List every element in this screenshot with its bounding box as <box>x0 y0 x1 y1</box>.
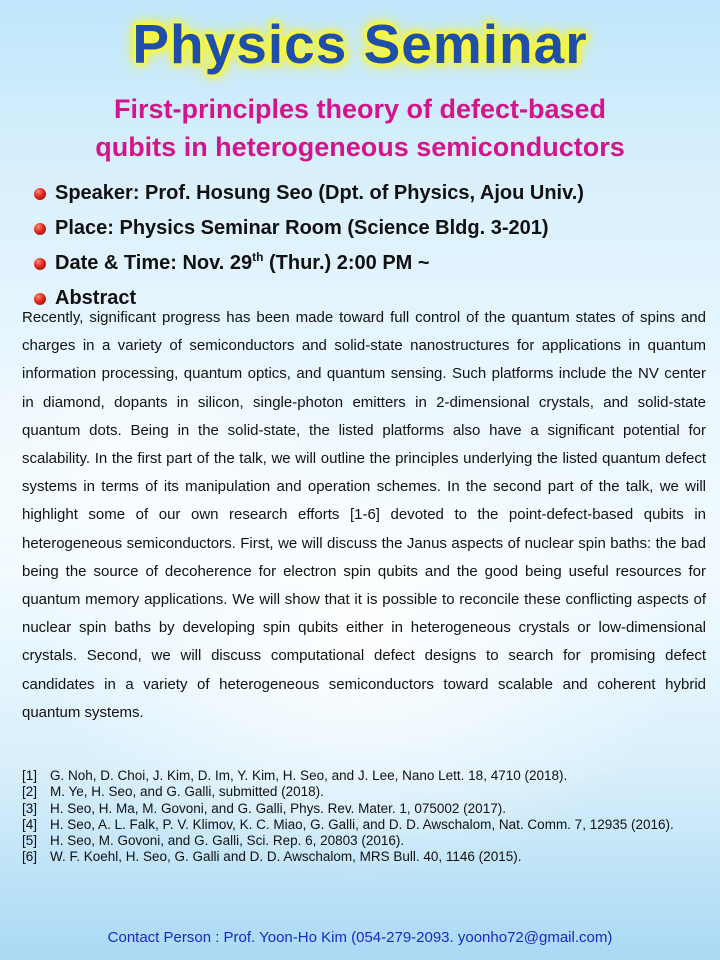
reference-number: [6] <box>22 849 38 865</box>
date-time-item <box>34 246 584 281</box>
reference-text: H. Seo, A. L. Falk, P. V. Klimov, K. C. Miao, G. Galli, and D. D. Awschalom, Nat. Comm. 7, 12935 (2016). <box>50 816 674 832</box>
reference-number: [4] <box>22 816 38 832</box>
bullet-icon <box>34 188 46 200</box>
date-suffix: (Thur.) 2:00 PM ~ <box>263 252 430 274</box>
reference-number: [5] <box>22 833 38 849</box>
contact-person: Contact Person : Prof. Yoon-Ho Kim (054-279-2093. yoonho72@gmail.com) <box>107 929 613 946</box>
reference-number: [2] <box>22 784 38 800</box>
reference-number: [1] <box>22 768 38 783</box>
bullet-icon <box>34 223 46 235</box>
talk-title-line-1: First-principles theory of defect-based <box>113 94 607 124</box>
reference-item <box>22 784 712 800</box>
abstract-text: Recently, significant progress has been made toward full control of the quantum states of spins and charges in a variety of semiconductors and solid-state nanostructures for applications in quantum information processing, quantum optics, and quantum sensing. Such platforms include the NV center in diamond, dopants in silicon, single-photon emitters in 2-dimensional crystals, and solid-state quantum dots. Being in the solid-state, the listed platforms also have a significant potential for scalability. In the first part of the talk, we will outline the principles underlying the listed quantum defect systems in terms of its manipulation and operation schemes. In the second part of the talk, we will highlight some of our own research efforts [1-6] devoted to the point-defect-based qubits in heterogeneous semiconductors. First, we will discuss the Janus aspects of nuclear spin baths: the bad being the source of decoherence for electron spin qubits and the good being useful resources for quantum memory applications. We will show that it is possible to reconcile these conflicting aspects of nuclear spin baths by developing spin qubits either in heterogeneous crystals or low-dimensional crystals. Second, we will discuss computational defect designs to search for promising defect candidates in a variety of heterogeneous semiconductors toward scalable and coherent hybrid quantum systems. <box>22 309 706 721</box>
references-list <box>22 768 712 866</box>
date-prefix: Date & Time: Nov. 29 <box>55 252 253 274</box>
reference-text: H. Seo, M. Govoni, and G. Galli, Sci. Rep. 6, 20803 (2016). <box>50 833 405 849</box>
place-item <box>34 211 584 246</box>
reference-text: G. Noh, D. Choi, J. Kim, D. Im, Y. Kim, H. Seo, and J. Lee, Nano Lett. 18, 4710 (2018). <box>50 768 568 783</box>
reference-number: [3] <box>22 800 38 816</box>
bullet-icon <box>34 293 46 305</box>
bullet-icon <box>34 258 46 270</box>
seminar-title: Physics Seminar <box>132 13 588 75</box>
date-ordinal-suffix: th <box>252 250 264 264</box>
reference-item <box>22 801 712 817</box>
speaker-text: Speaker: Prof. Hosung Seo (Dpt. of Physics, Ajou Univ.) <box>55 182 584 204</box>
reference-text: W. F. Koehl, H. Seo, G. Galli and D. D. Awschalom, MRS Bull. 40, 1146 (2015). <box>50 849 522 865</box>
abstract-heading: Abstract <box>55 287 137 309</box>
reference-text: M. Ye, H. Seo, and G. Galli, submitted (2018). <box>50 784 324 800</box>
place-text: Place: Physics Seminar Room (Science Bldg. 3-201) <box>55 217 549 239</box>
info-list <box>34 176 584 316</box>
talk-title-line-2: qubits in heterogeneous semiconductors <box>95 132 625 162</box>
reference-item <box>22 768 712 784</box>
reference-item <box>22 833 712 849</box>
reference-item <box>22 817 712 833</box>
talk-title <box>0 90 720 166</box>
date-time-text <box>55 252 430 275</box>
speaker-item <box>34 176 584 211</box>
reference-text: H. Seo, H. Ma, M. Govoni, and G. Galli, Phys. Rev. Mater. 1, 075002 (2017). <box>50 800 506 816</box>
reference-item <box>22 849 712 865</box>
